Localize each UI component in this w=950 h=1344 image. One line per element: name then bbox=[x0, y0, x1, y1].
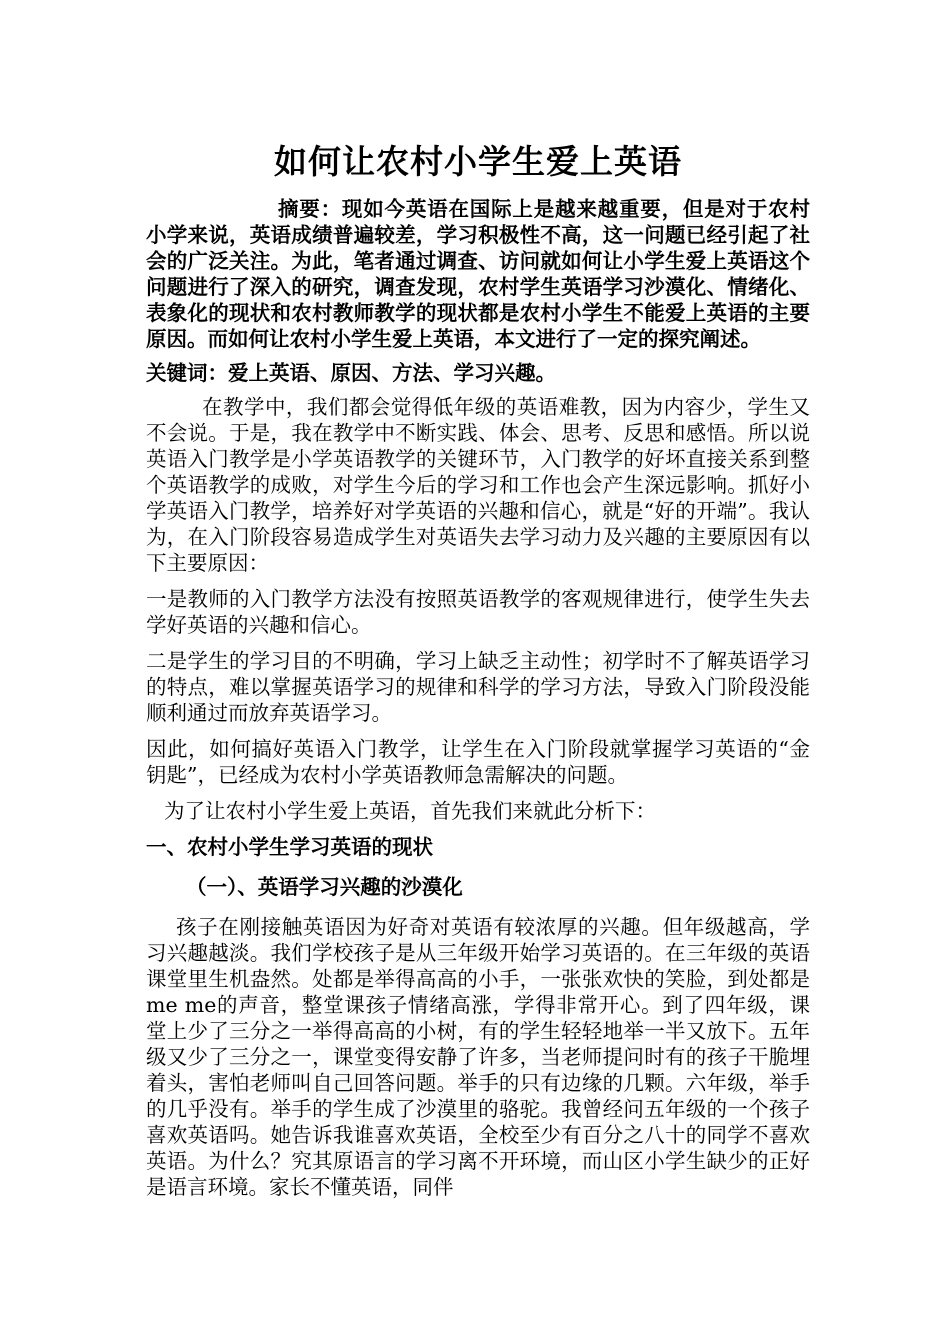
section-one-heading: 一、农村小学生学习英语的现状 bbox=[146, 835, 433, 859]
document-title: 如何让农村小学生爱上英语 bbox=[274, 142, 682, 181]
lead-in-paragraph: 为了让农村小学生爱上英语，首先我们来就此分析下： bbox=[164, 799, 656, 823]
reason-one-paragraph: 一是教师的入门教学方法没有按照英语教学的客观规律进行，使学生失去学好英语的兴趣和信心。 bbox=[146, 587, 810, 637]
subsection-one-heading: （一）、英语学习兴趣的沙漠化 bbox=[186, 875, 463, 899]
document-page bbox=[146, 140, 810, 1210]
subsection-one-body: 孩子在刚接触英语因为好奇对英语有较浓厚的兴趣。但年级越高，学习兴趣越淡。我们学校孩子是从三年级开始学习英语的。在三年级的英语课堂里生机盎然。处都是举得高高的小手，一张张欢快的笑脸，到处都是me me的声音，整堂课孩子情绪高涨，学得非常开心。到了四年级，课堂上少了三分之一举得高高的小树，有的学生轻轻地举一半又放下。五年级又少了三分之一，课堂变得安静了许多，当老师提问时有的孩子干脆埋着头，害怕老师叫自己回答问题。举手的只有边缘的几颗。六年级，举手的几乎没有。举手的学生成了沙漠里的骆驼。我曾经问五年级的一个孩子喜欢英语吗。她告诉我谁喜欢英语，全校至少有百分之八十的同学不喜欢英语。为什么？究其原语言的学习离不开环境，而山区小学生缺少的正好是语言环境。家长不懂英语，同伴 bbox=[146, 915, 810, 1199]
abstract-paragraph: 摘要：现如今英语在国际上是越来越重要，但是对于农村小学来说，英语成绩普遍较差，学习积极性不高，这一问题已经引起了社会的广泛关注。为此，笔者通过调查、访问就如何让小学生爱上英语这个问题进行了深入的研究，调查发现，农村学生英语学习沙漠化、情绪化、表象化的现状和农村教师教学的现状都是农村小学生不能爱上英语的主要原因。而如何让农村小学生爱上英语，本文进行了一定的探究阐述。 bbox=[146, 197, 810, 351]
conclusion-paragraph: 因此，如何搞好英语入门教学，让学生在入门阶段就掌握学习英语的“金钥匙”，已经成为农村小学英语教师急需解决的问题。 bbox=[146, 737, 810, 787]
reason-two-paragraph: 二是学生的学习目的不明确，学习上缺乏主动性；初学时不了解英语学习的特点，难以掌握英语学习的规律和科学的学习方法，导致入门阶段没能顺利通过而放弃英语学习。 bbox=[146, 649, 810, 725]
intro-paragraph: 在教学中，我们都会觉得低年级的英语难教，因为内容少，学生又不会说。于是，我在教学中不断实践、体会、思考、反思和感悟。所以说英语入门教学是小学英语教学的关键环节，入门教学的好坏直接关系到整个英语教学的成败，对学生今后的学习和工作也会产生深远影响。抓好小学英语入门教学，培养好对学英语的兴趣和信心，就是“好的开端”。我认为，在入门阶段容易造成学生对英语失去学习动力及兴趣的主要原因有以下主要原因： bbox=[146, 395, 810, 575]
keywords-line: 关键词：爱上英语、原因、方法、学习兴趣。 bbox=[146, 361, 556, 385]
